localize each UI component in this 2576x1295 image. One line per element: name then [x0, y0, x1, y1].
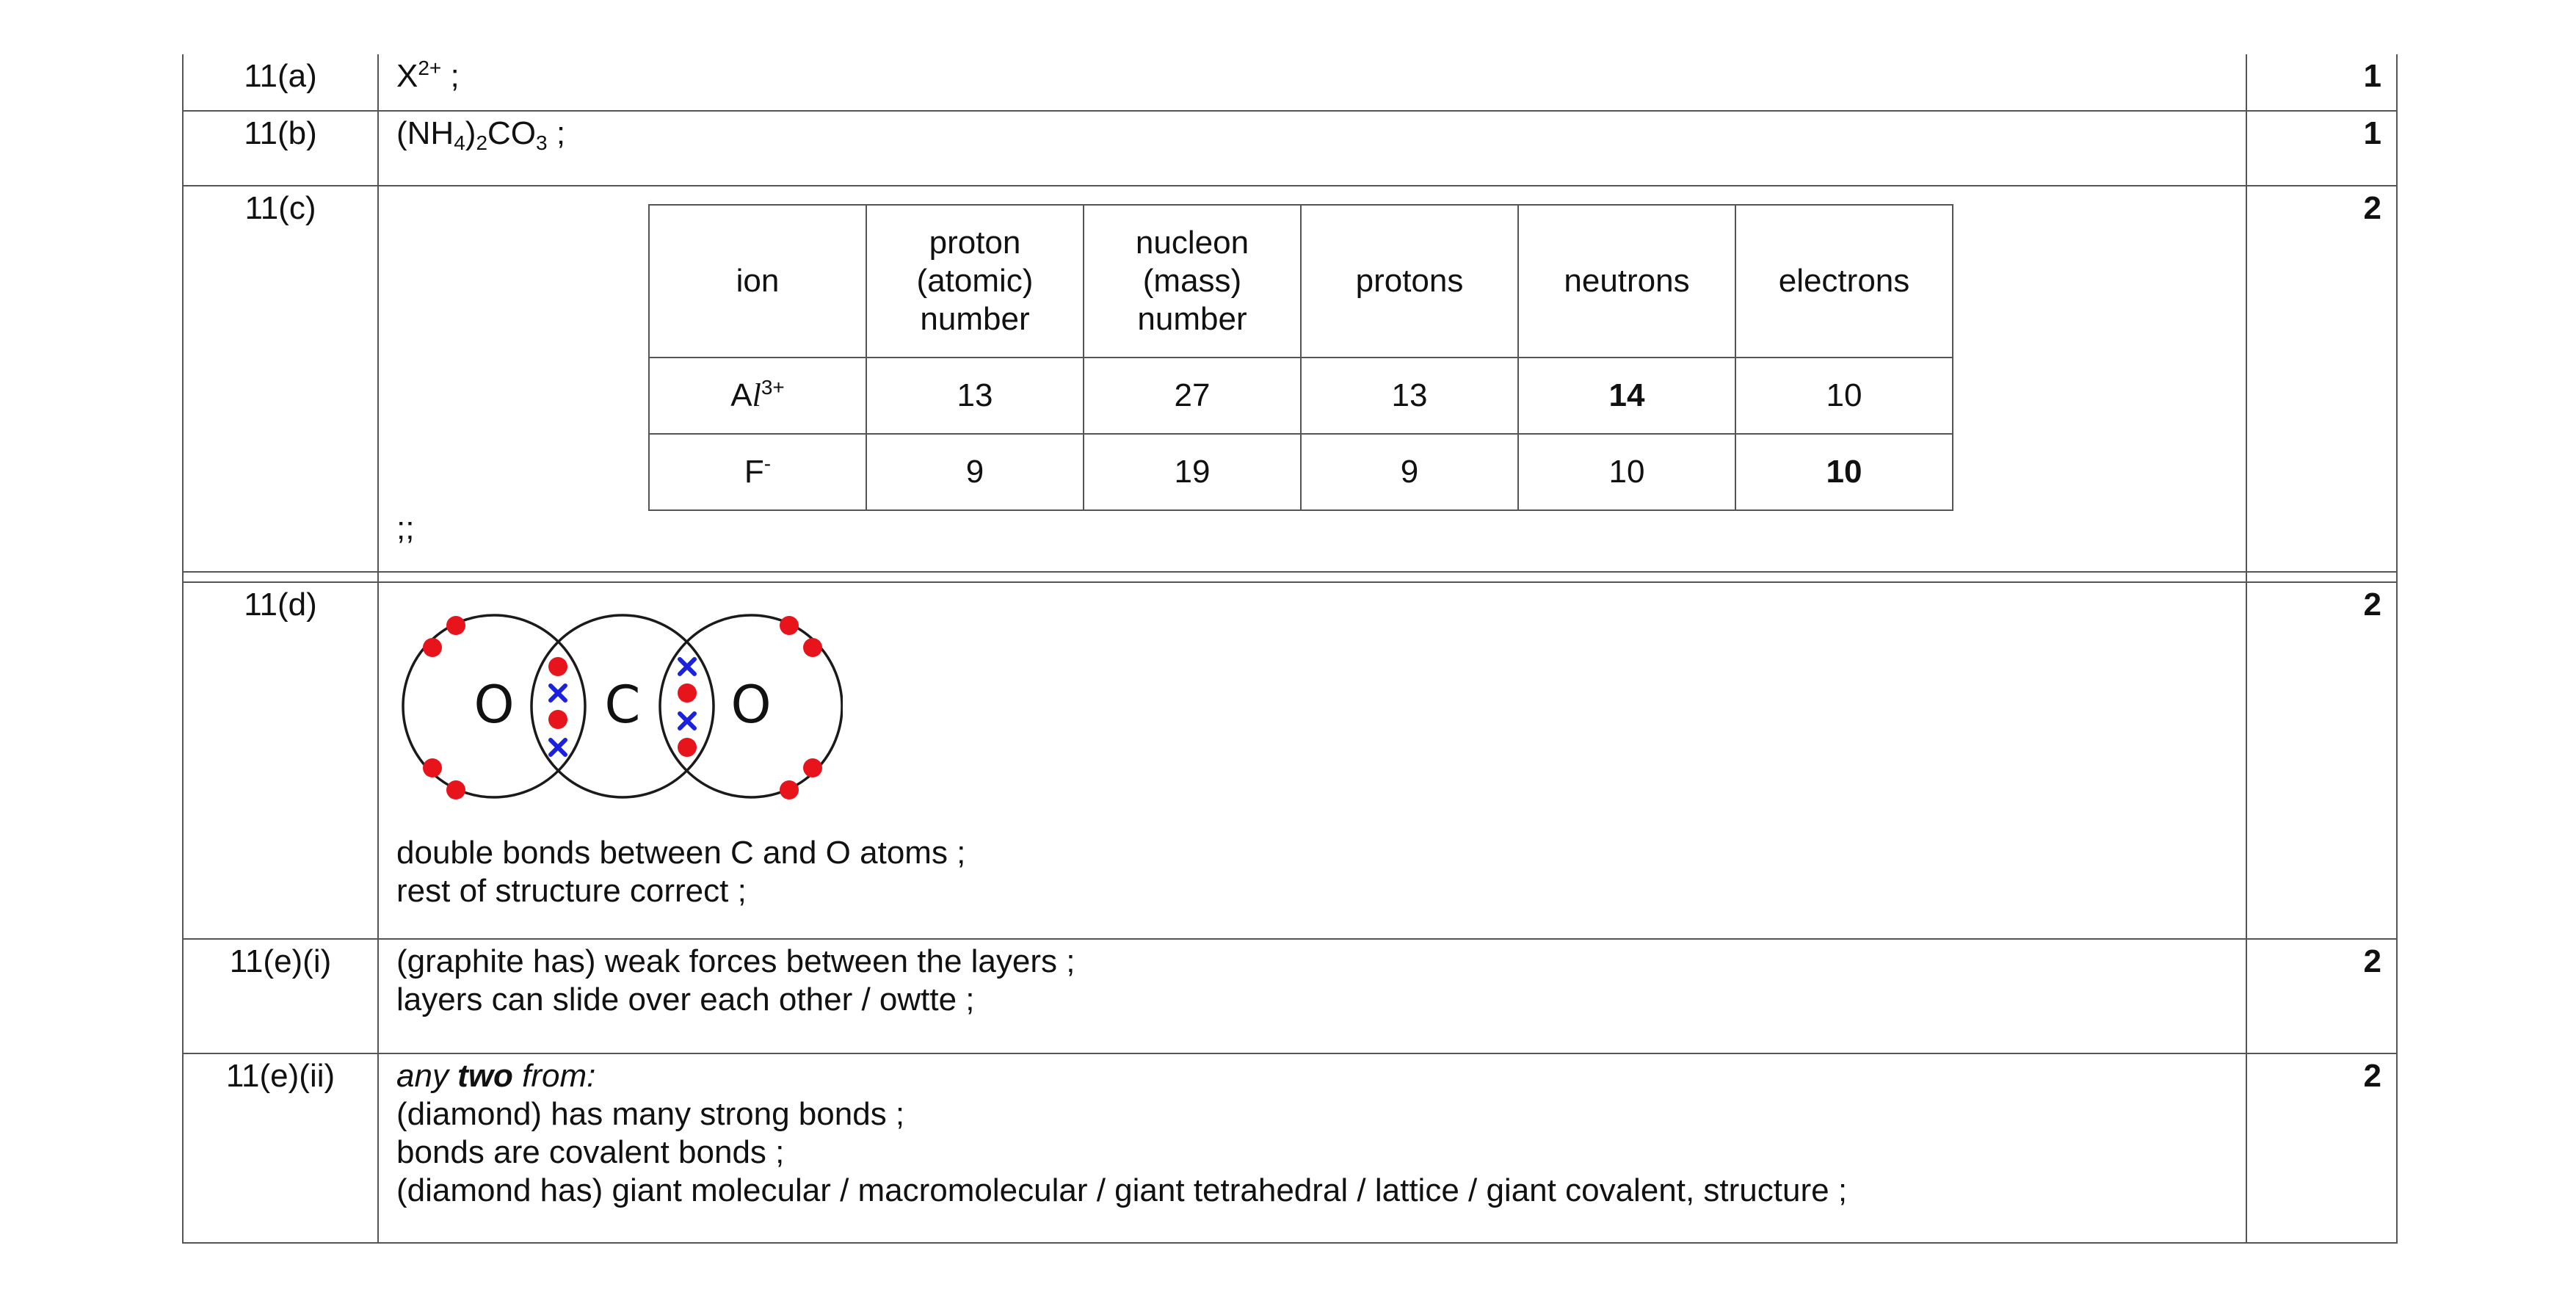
header-protons: protons [1301, 205, 1518, 358]
answer-value: 14 [1518, 358, 1735, 434]
electron-dot [548, 657, 567, 676]
question-number: 11(e)(i) [183, 939, 378, 1053]
ion-row-aluminium [649, 358, 1953, 434]
electron-dot [423, 758, 442, 777]
answer-line: double bonds between C and O atoms ; [396, 835, 966, 871]
ion-symbol: $Al^{3+}$ [649, 358, 866, 434]
electron-dot [803, 758, 822, 777]
answer-text: $X^{2+}$ ; [396, 57, 460, 94]
row-11b [183, 111, 2397, 186]
header-nucleon-number: nucleon (mass) number [1084, 205, 1301, 358]
header-electrons: electrons [1735, 205, 1953, 358]
row-11c [183, 186, 2397, 572]
header-proton-number: proton (atomic) number [866, 205, 1084, 358]
electron-dot [780, 780, 799, 799]
electron-cross [680, 659, 694, 674]
electron-dot [446, 780, 465, 799]
dot-cross-diagram [388, 593, 843, 821]
header-neutrons: neutrons [1518, 205, 1735, 358]
cell-value: 13 [866, 358, 1084, 434]
cell-value: 27 [1084, 358, 1301, 434]
row-11d [183, 582, 2397, 939]
marks-cell: 2 [2246, 939, 2397, 1053]
answer-line: rest of structure correct ; [396, 873, 747, 909]
mark-semicolons: ;; [396, 510, 415, 546]
ion-symbol: F- [649, 434, 866, 510]
marks-cell: 1 [2246, 54, 2397, 111]
answer-line: (diamond has) giant molecular / macromolecular / giant tetrahedral / lattice / giant covalent, structure ; [396, 1172, 1848, 1208]
question-number: 11(e)(ii) [183, 1053, 378, 1243]
marks-cell: 1 [2246, 111, 2397, 186]
atom-label-centre: C [604, 675, 641, 735]
electron-dot [548, 710, 567, 729]
row-11ei [183, 939, 2397, 1053]
answer-value: 10 [1735, 434, 1953, 510]
electron-cross [551, 740, 565, 755]
row-11eii [183, 1053, 2397, 1243]
answer-cell [378, 54, 2246, 111]
header-ion: ion [649, 205, 866, 358]
electron-dot [780, 616, 799, 635]
atom-label-left: O [474, 675, 515, 735]
mark-scheme-table [182, 54, 2398, 1244]
answer-formula: $(NH_4)_2CO_3$ ; [396, 115, 566, 154]
question-number: 11(d) [183, 582, 378, 939]
ion-table-header [649, 205, 1953, 358]
ion-table [648, 204, 1953, 511]
question-number: 11(c) [183, 186, 378, 572]
cell-value: 10 [1735, 358, 1953, 434]
answer-instruction: any two from: [396, 1058, 596, 1094]
electron-dot [423, 638, 442, 657]
ion-row-fluoride [649, 434, 1953, 510]
answer-line: (graphite has) weak forces between the layers ; [396, 943, 1075, 979]
electron-dot [446, 616, 465, 635]
electron-cross [551, 686, 565, 700]
atom-label-right: O [730, 675, 772, 735]
cell-value: 10 [1518, 434, 1735, 510]
answer-cell [378, 582, 2246, 939]
marks-cell: 2 [2246, 582, 2397, 939]
electron-dot [678, 683, 697, 703]
separator-cell [183, 572, 378, 582]
electron-dot [678, 738, 697, 757]
cell-value: 9 [1301, 434, 1518, 510]
marks-cell: 2 [2246, 186, 2397, 572]
answer-text [396, 834, 965, 910]
answer-line: (diamond) has many strong bonds ; [396, 1096, 905, 1132]
answer-cell [378, 111, 2246, 186]
cell-value: 13 [1301, 358, 1518, 434]
question-number: 11(a) [183, 54, 378, 111]
row-separator [183, 572, 2397, 582]
answer-line: bonds are covalent bonds ; [396, 1134, 785, 1170]
separator-cell [378, 572, 2246, 582]
answer-cell [378, 1053, 2246, 1243]
answer-cell [378, 939, 2246, 1053]
marks-cell: 2 [2246, 1053, 2397, 1243]
answer-cell [378, 186, 2246, 572]
answer-line: layers can slide over each other / owtte ; [396, 982, 975, 1017]
electron-dot [803, 638, 822, 657]
electron-cross [680, 714, 694, 728]
cell-value: 9 [866, 434, 1084, 510]
cell-value: 19 [1084, 434, 1301, 510]
separator-cell [2246, 572, 2397, 582]
row-11a [183, 54, 2397, 111]
question-number: 11(b) [183, 111, 378, 186]
